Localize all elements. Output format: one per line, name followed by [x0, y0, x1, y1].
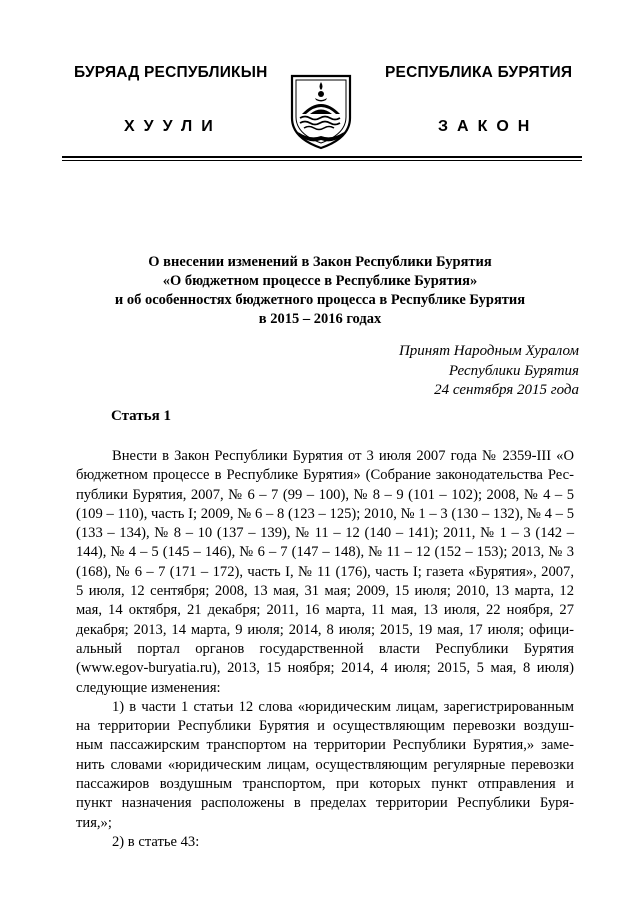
- adoption-note-line: Принят Народным Хуралом: [398, 343, 579, 359]
- body-line: (133 – 134), № 8 – 10 (137 – 139), № 11 – 12 (140 – 141); 2011, № 1 – 3 (142 –: [76, 525, 574, 542]
- adoption-note: [399, 342, 579, 401]
- body-line: (www.egov-buryatia.ru), 2013, 15 ноября; 2014, 4 июля; 2015, 5 мая, 8 июля): [76, 660, 574, 677]
- body-line: 1) в части 1 статьи 12 слова «юридическим лицам, зарегистрированным: [112, 698, 574, 715]
- body-line: (109 – 110), часть I; 2009, № 6 – 8 (123 – 125); 2010, № 1 – 3 (130 – 132), № 4 – 5: [76, 505, 574, 522]
- body-line: следующие изменения:: [76, 679, 221, 696]
- law-title-line: «О бюджетном процессе в Республике Бурятия»: [162, 273, 478, 289]
- article-body: [76, 447, 574, 852]
- body-line: публики Бурятия, 2007, № 6 – 7 (99 – 100), № 8 – 9 (101 – 102); 2008, № 4 – 5: [76, 486, 574, 503]
- adoption-date: 24 сентября 2015 года: [434, 382, 579, 398]
- body-line: пассажиров воздушным транспортом, при которых пункт отправления и: [76, 776, 574, 793]
- body-line: бюджетном процессе в Республике Бурятия» (Собрание законодательства Рес-: [76, 467, 574, 484]
- body-line: 2) в статье 43:: [112, 833, 200, 850]
- body-line: на территории Республики Бурятия и осуществляющим перевозки воздуш-: [76, 718, 574, 735]
- header-divider-thin: [62, 160, 582, 161]
- header-title-russian: РЕСПУБЛИКА БУРЯТИЯ: [385, 64, 573, 81]
- law-title: [60, 253, 580, 329]
- law-title-line: в 2015 – 2016 годах: [258, 311, 382, 327]
- header-title-buryat: БУРЯАД РЕСПУБЛИКЫН: [74, 64, 268, 81]
- body-line: декабря; 2013, 14 марта, 9 июля; 2014, 8 июля; 2015, 19 мая, 17 июля; офици-: [76, 621, 574, 638]
- body-line: ным пассажирским транспортом на территории Республики Бурятия,» заме-: [76, 737, 574, 754]
- body-line: тия,»;: [76, 814, 112, 831]
- document-kind-russian: ЗАКОН: [438, 118, 539, 135]
- body-line: 144), № 4 – 5 (145 – 146), № 6 – 7 (147 – 148), № 11 – 12 (152 – 153); 2013, № 3: [76, 544, 574, 561]
- body-line: пункт назначения расположены в пределах территории Республики Буря-: [76, 795, 574, 812]
- coat-of-arms-emblem: [288, 68, 354, 150]
- law-title-line: и об особенностях бюджетного процесса в Республике Бурятия: [114, 292, 526, 308]
- body-line: (168), № 6 – 7 (171 – 172), часть I, № 11 (176), часть I; газета «Бурятия», 2007,: [76, 563, 574, 580]
- body-line: альный портал органов государственной власти Республики Бурятия: [76, 640, 574, 657]
- header-divider-thick: [62, 156, 582, 158]
- body-line: 5 июля, 12 сентября; 2008, 13 мая, 31 мая; 2009, 15 июля; 2010, 13 марта, 12: [76, 583, 574, 600]
- body-line: мая, 14 октября, 21 декабря; 2011, 16 марта, 11 мая, 13 июля, 22 ноября, 27: [76, 602, 574, 619]
- law-title-line: О внесении изменений в Закон Республики Бурятия: [148, 254, 492, 270]
- body-line: нить словами «юридическим лицам, осуществляющим регулярные перевозки: [76, 756, 574, 773]
- adoption-note-line: Республики Бурятия: [448, 362, 579, 379]
- document-kind-buryat: ХУУЛИ: [124, 118, 222, 135]
- article-heading: Статья 1: [111, 408, 171, 424]
- body-line: Внести в Закон Республики Бурятия от 3 июля 2007 года № 2359-III «О: [112, 448, 574, 464]
